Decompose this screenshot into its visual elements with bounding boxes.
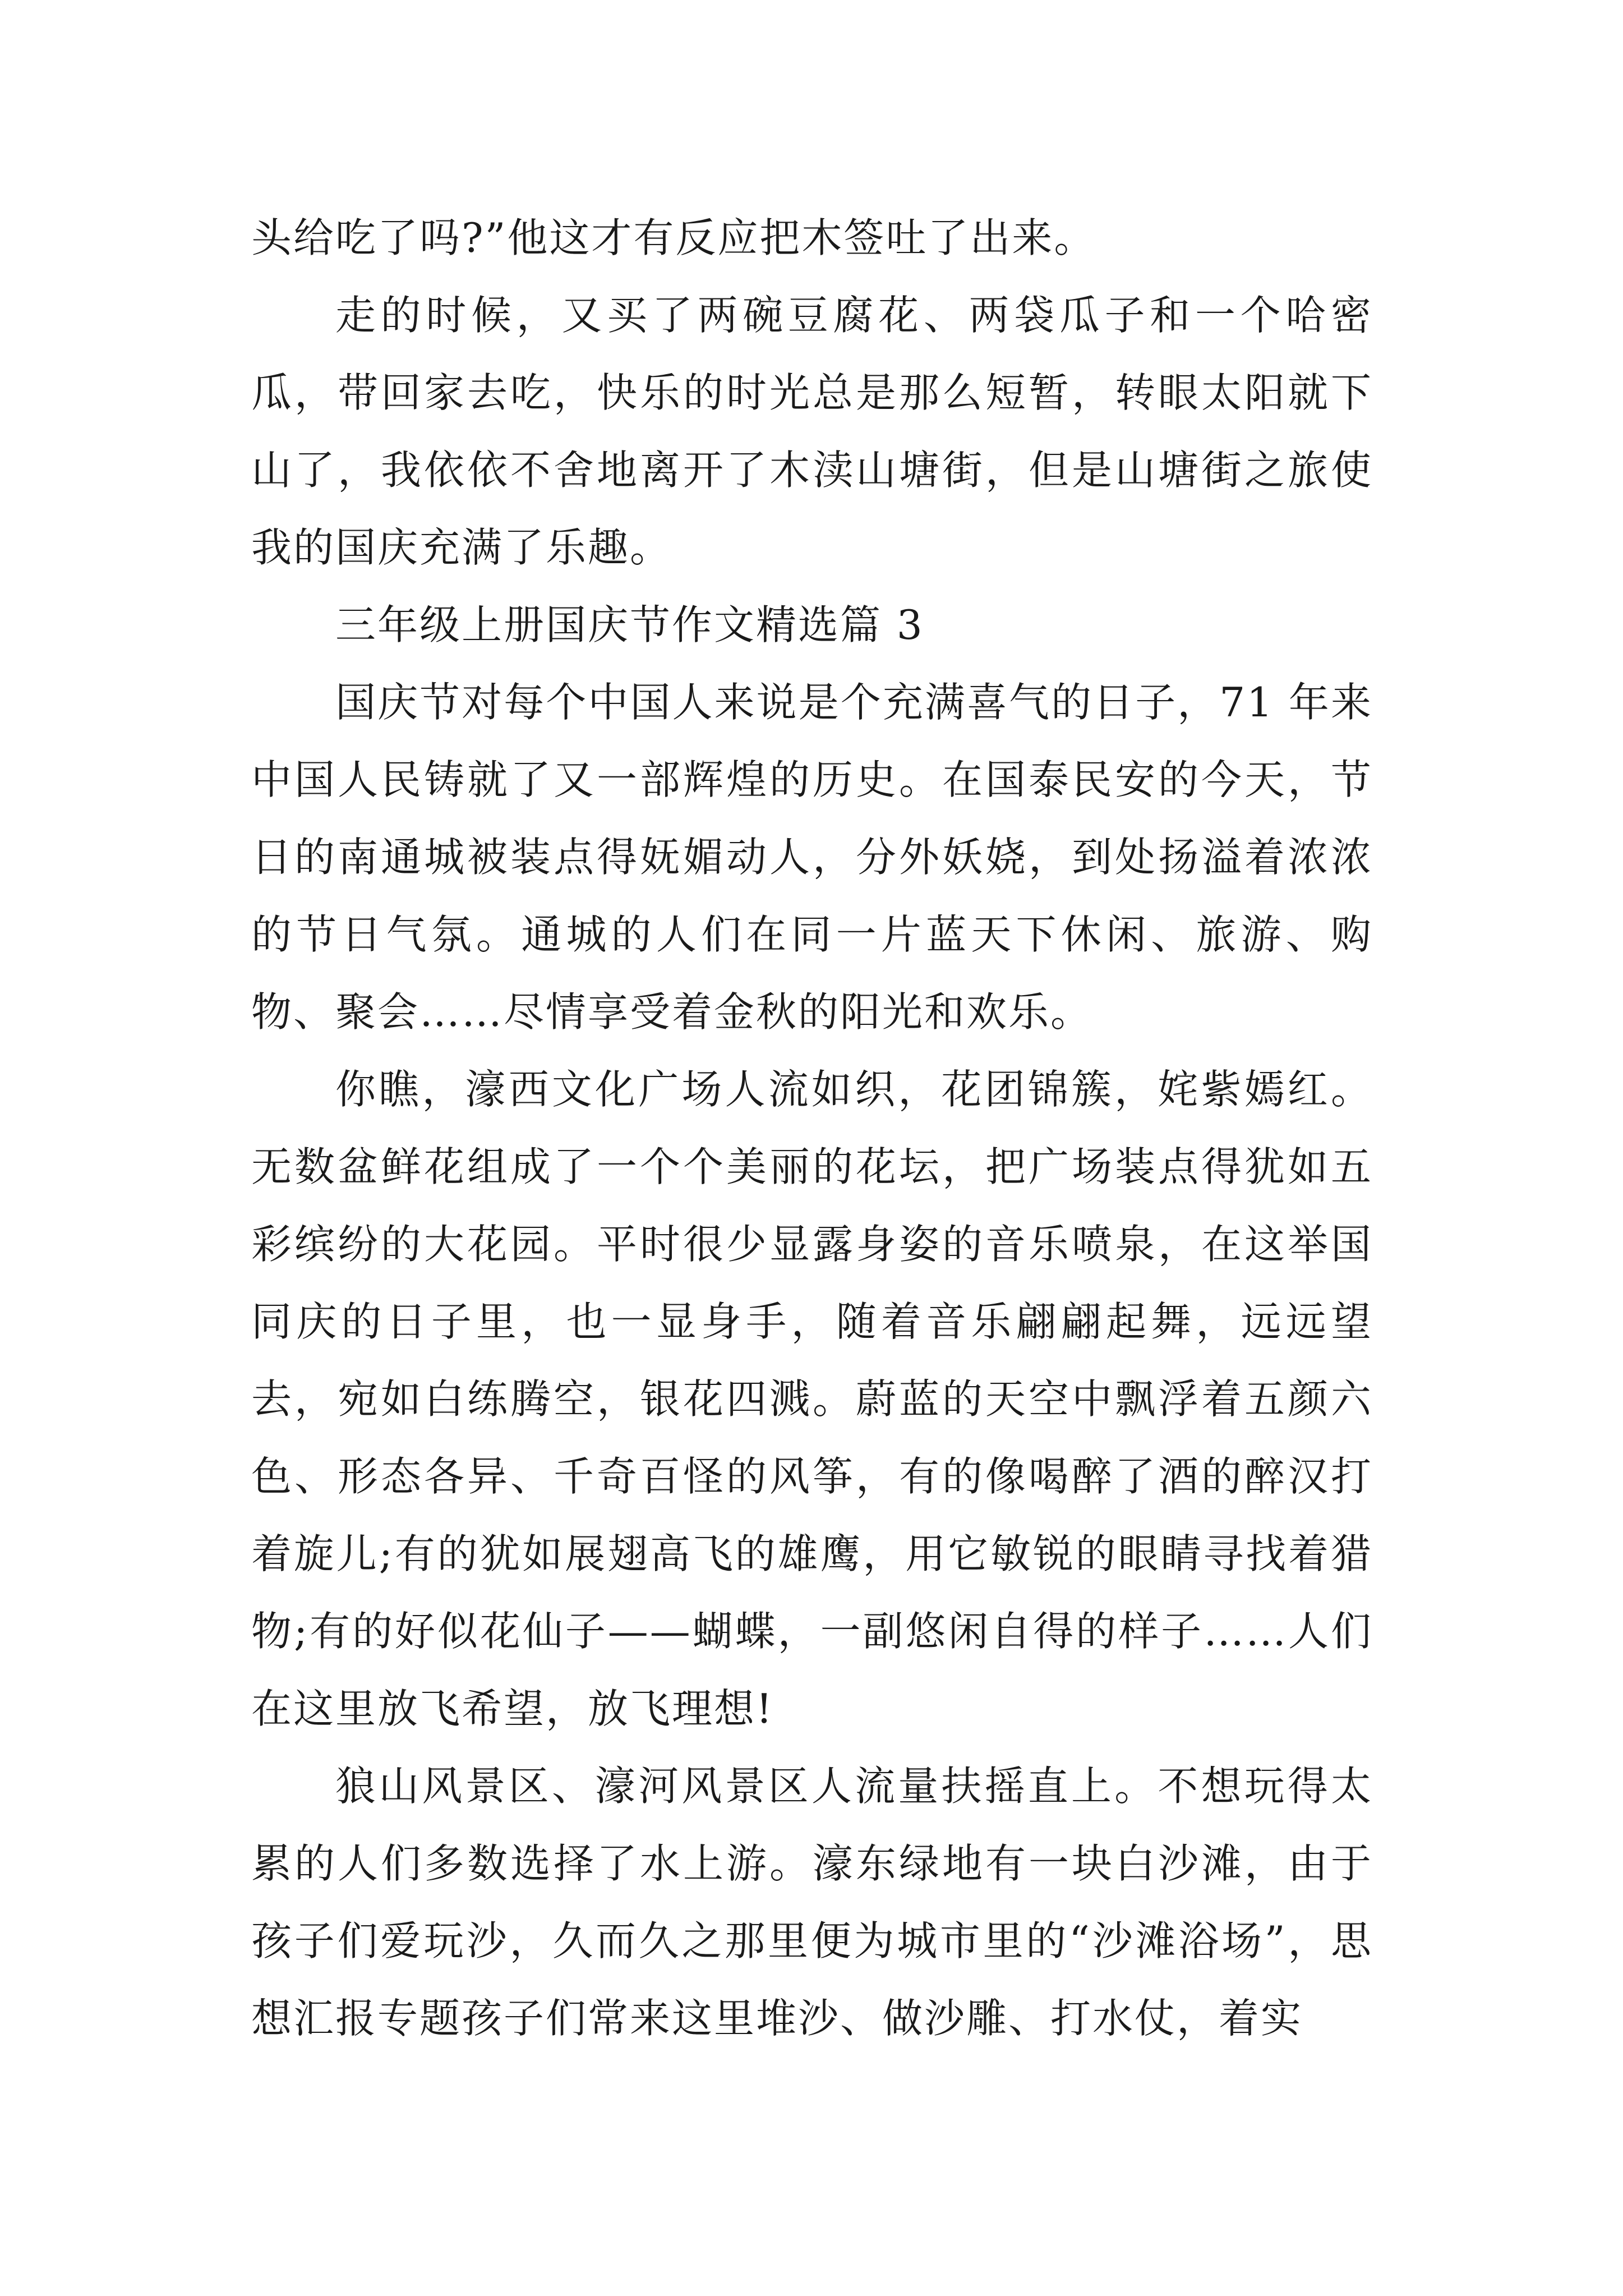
paragraph-national-day-intro: 国庆节对每个中国人来说是个充满喜气的日子，71 年来中国人民铸就了又一部辉煌的历史。在国泰民安的今天，节日的南通城被装点得妩媚动人，分外妖娆，到处扬溢着浓浓的节日气氛。通城的人们在同一片蓝天下休闲、旅游、购物、聚会……尽情享受着金秋的阳光和欢乐。	[251, 679, 1373, 1036]
paragraph-departure: 走的时候，又买了两碗豆腐花、两袋瓜子和一个哈密瓜，带回家去吃，快乐的时光总是那么短暂，转眼太阳就下山了，我依依不舍地离开了木渎山塘街，但是山塘街之旅使我的国庆充满了乐趣。	[251, 292, 1373, 571]
section-heading: 三年级上册国庆节作文精选篇 3	[335, 601, 924, 648]
article-body	[251, 199, 1373, 2057]
paragraph-scenic-areas: 狼山风景区、濠河风景区人流量扶摇直上。不想玩得太累的人们多数选择了水上游。濠东绿地有一块白沙滩，由于孩子们爱玩沙，久而久之那里便为城市里的“沙滩浴场”，思想汇报专题孩子们常来这里堆沙、做沙雕、打水仗，着实	[251, 1763, 1373, 2042]
paragraph-continuation: 头给吃了吗?”他这才有反应把木签吐了出来。	[251, 214, 1096, 261]
paragraph-culture-square: 你瞧，濠西文化广场人流如织，花团锦簇，姹紫嫣红。无数盆鲜花组成了一个个美丽的花坛，把广场装点得犹如五彩缤纷的大花园。平时很少显露身姿的音乐喷泉，在这举国同庆的日子里，也一显身手，随着音乐翩翩起舞，远远望去，宛如白练腾空，银花四溅。蔚蓝的天空中飘浮着五颜六色、形态各异、千奇百怪的风筝，有的像喝醉了酒的醉汉打着旋儿;有的犹如展翅高飞的雄鹰，用它敏锐的眼睛寻找着猎物;有的好似花仙子——蝴蝶，一副悠闲自得的样子……人们在这里放飞希望，放飞理想!	[251, 1066, 1373, 1732]
